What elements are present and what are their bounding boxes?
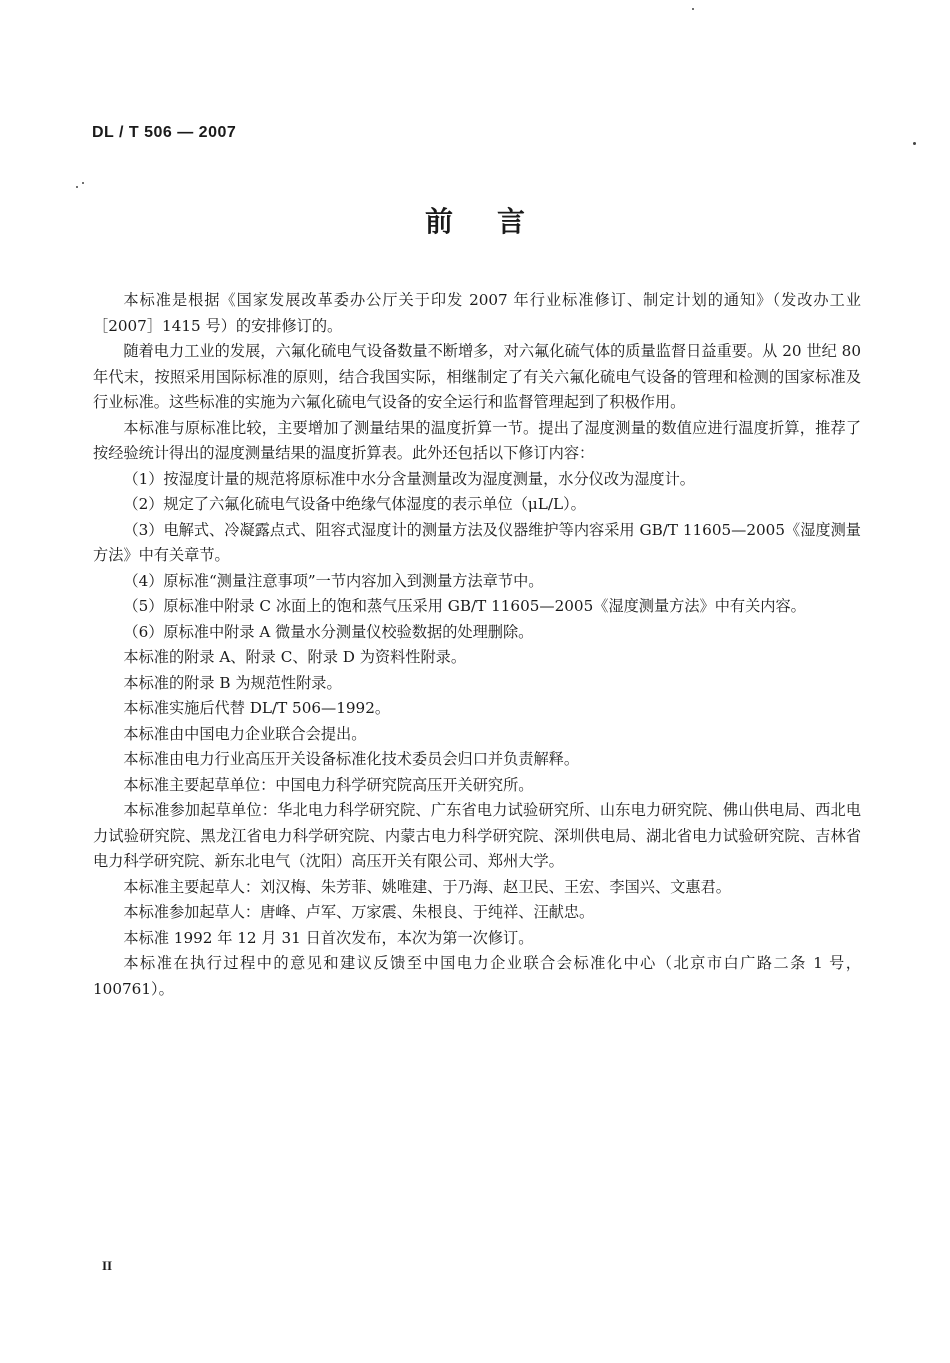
paragraph: （6）原标准中附录 A 微量水分测量仪校验数据的处理删除。 [123,622,534,641]
paragraph: （1）按湿度计量的规范将原标准中水分含量测量改为湿度测量，水分仪改为湿度计。 [123,469,695,488]
scan-speck [913,142,916,145]
paragraph: 本标准由中国电力企业联合会提出。 [123,724,367,743]
page-title: 前言 [424,205,569,238]
paragraph: 本标准主要起草人：刘汉梅、朱芳菲、姚唯建、于乃海、赵卫民、王宏、李国兴、文惠君。 [123,877,731,896]
document-code: DL / T 506 — 2007 [92,124,237,141]
paragraph: 本标准的附录 B 为规范性附录。 [123,673,342,692]
paragraph: 本标准是根据《国家发展改革委办公厅关于印发 2007 年行业标准修订、制定计划的通知》（发改办工业［2007］1415 号）的安排修订的。 [93,291,861,335]
paragraph: （2）规定了六氟化硫电气设备中绝缘气体湿度的表示单位（μL/L）。 [123,495,586,513]
scan-speck [82,182,84,184]
paragraph: （5）原标准中附录 C 冰面上的饱和蒸气压采用 GB/T 11605—2005《湿度测量方法》中有关内容。 [123,597,806,615]
paragraph: （4）原标准“测量注意事项”一节内容加入到测量方法章节中。 [123,571,544,590]
paragraph: 本标准在执行过程中的意见和建议反馈至中国电力企业联合会标准化中心（北京市白广路二条 1 号，100761）。 [93,954,861,998]
paragraph: 随着电力工业的发展，六氟化硫电气设备数量不断增多，对六氟化硫气体的质量监督日益重要。从 20 世纪 80 年代末，按照采用国际标准的原则，结合我国实际，相继制定了有关六氟化硫电气设备的管理和检测的国家标准及行业标准。这些标准的实施为六氟化硫电气设备的安全运行和监督管理起到了积极作用。 [93,342,861,411]
paragraph: 本标准参加起草单位：华北电力科学研究院、广东省电力试验研究所、山东电力研究院、佛山供电局、西北电力试验研究院、黑龙江省电力科学研究院、内蒙古电力科学研究院、深圳供电局、湖北省电力试验研究院、吉林省电力科学研究院、新东北电气（沈阳）高压开关有限公司、郑州大学。 [93,801,861,870]
page-number: II [102,1258,113,1273]
paragraph: 本标准主要起草单位：中国电力科学研究院高压开关研究所。 [123,775,534,794]
scan-speck [692,8,694,10]
scan-speck [76,186,78,188]
paragraph: （3）电解式、冷凝露点式、阻容式湿度计的测量方法及仪器维护等内容采用 GB/T 11605—2005《湿度测量方法》中有关章节。 [93,520,861,564]
paragraph: 本标准与原标准比较，主要增加了测量结果的温度折算一节。提出了湿度测量的数值应进行温度折算，推荐了按经验统计得出的湿度测量结果的温度折算表。此外还包括以下修订内容： [93,418,861,462]
paragraph: 本标准由电力行业高压开关设备标准化技术委员会归口并负责解释。 [123,750,580,768]
paragraph: 本标准实施后代替 DL/T 506—1992。 [123,699,391,717]
paragraph: 本标准 1992 年 12 月 31 日首次发布，本次为第一次修订。 [123,928,534,947]
paragraph: 本标准的附录 A、附录 C、附录 D 为资料性附录。 [123,648,467,666]
paragraph: 本标准参加起草人：唐峰、卢军、万家震、朱根良、于纯祥、汪献忠。 [123,903,595,921]
foreword-body [93,288,861,1002]
